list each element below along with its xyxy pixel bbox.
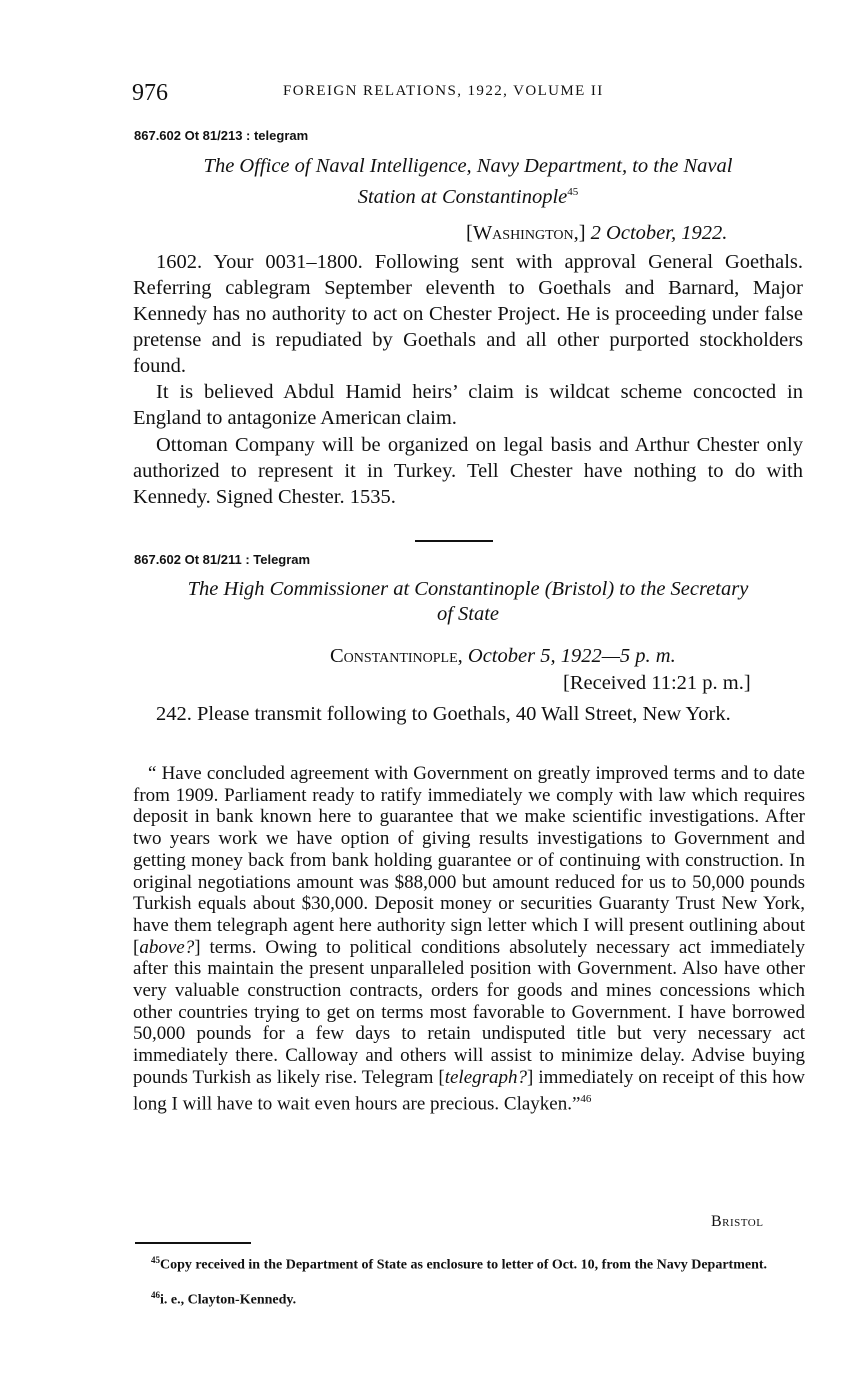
footnote-ref-46: 46 [580, 1092, 592, 1105]
file-reference-2: 867.602 Ot 81/211 : Telegram [134, 552, 311, 567]
doc2-date-place: Constantinople, [330, 645, 463, 667]
file-reference-1: 867.602 Ot 81/213 : telegram [134, 128, 309, 143]
doc2-quoted-telegram [133, 763, 805, 1115]
quote-bracket-above: above? [139, 936, 195, 958]
doc2-title-line2: of State [436, 603, 500, 625]
doc1-paragraph-1: 1602. Your 0031–1800. Following sent with approval General Goethals. Referring cablegram September eleventh to Goethals and Barnard, Major Kennedy has no authority to act on Chester Project. He is proceeding under false pretense and is repudiated by Goethals and all other purported stockholders found. [133, 251, 803, 377]
doc2-date: October 5, 1922—5 p. m. [467, 645, 676, 667]
footnote-46 [135, 1287, 807, 1309]
doc2-received: [Received 11:21 p. m.] [563, 672, 751, 694]
doc1-date-place: [Washington,] [466, 222, 586, 244]
quote-text-2: ] terms. Owing to political conditions absolutely necessary act immediately after this maintain the present unparalleled position with Government. Also have other very valuable construction contracts, orders for goods and mines concessions which other countries trying to get on terms most favorable to Government. I have borrowed 50,000 pounds for a few days to retain undisputed title but very necessary act immediately there. Calloway and others will assist to minimize delay. Advise buying pounds Turkish as likely rise. Telegram [ [133, 936, 805, 1088]
doc1-title-line1: The Office of Naval Intelligence, Navy Department, to the Naval [203, 155, 733, 177]
quote-text-3: ] immediately on receipt of this how long I will have to wait even hours are precious. Clayken.” [133, 1066, 805, 1114]
quote-text-1: “ Have concluded agreement with Government on greatly improved terms and to date from 1909. Parliament ready to ratify immediately we comply with law which requires deposit in bank known here to guarantee that we make scientific investigations. After two years work we have option of giving results investigations to Government and getting money back from bank holding guarantee or of continuing with construction. In original negotiations amount was $88,000 but amount reduced for us to 50,000 pounds Turkish equals about $30,000. Deposit money or securities Guaranty Trust New York, have them telegraph agent here authority sign letter which I will present outlining about [ [133, 763, 805, 958]
signature: Bristol [711, 1213, 764, 1230]
doc1-title-line2: Station at Constantinople [357, 185, 568, 208]
doc2-paragraph-1: 242. Please transmit following to Goethals, 40 Wall Street, New York. [156, 703, 731, 725]
footnote-rule [135, 1242, 251, 1244]
doc1-title-line2-wrap [133, 179, 803, 210]
doc2-title-line1: The High Commissioner at Constantinople (Bristol) to the Secretary [187, 578, 749, 600]
doc2-dateline [330, 645, 676, 668]
footnote-45 [135, 1252, 807, 1274]
footnote-45-mark: 45 [151, 1255, 160, 1265]
footnote-45-text: Copy received in the Department of State as enclosure to letter of Oct. 10, from the Navy Department. [160, 1257, 768, 1273]
doc1-date: 2 October, 1922. [590, 222, 728, 244]
footnote-46-text: i. e., Clayton-Kennedy. [160, 1292, 297, 1308]
page-number: 976 [132, 80, 168, 106]
quote-bracket-telegraph: telegraph? [444, 1066, 528, 1088]
footnote-46-mark: 46 [151, 1290, 160, 1300]
footnote-ref-45: 45 [567, 186, 579, 198]
doc1-paragraph-3: Ottoman Company will be organized on legal basis and Arthur Chester only authorized to represent it in Turkey. Tell Chester have nothing to do with Kennedy. Signed Chester. 1535. [133, 434, 803, 508]
doc1-dateline [466, 222, 727, 245]
doc1-paragraph-2: It is believed Abdul Hamid heirs’ claim is wildcat scheme concocted in England to antagonize American claim. [133, 381, 803, 429]
running-head: FOREIGN RELATIONS, 1922, VOLUME II [283, 83, 604, 99]
section-divider [415, 540, 493, 542]
